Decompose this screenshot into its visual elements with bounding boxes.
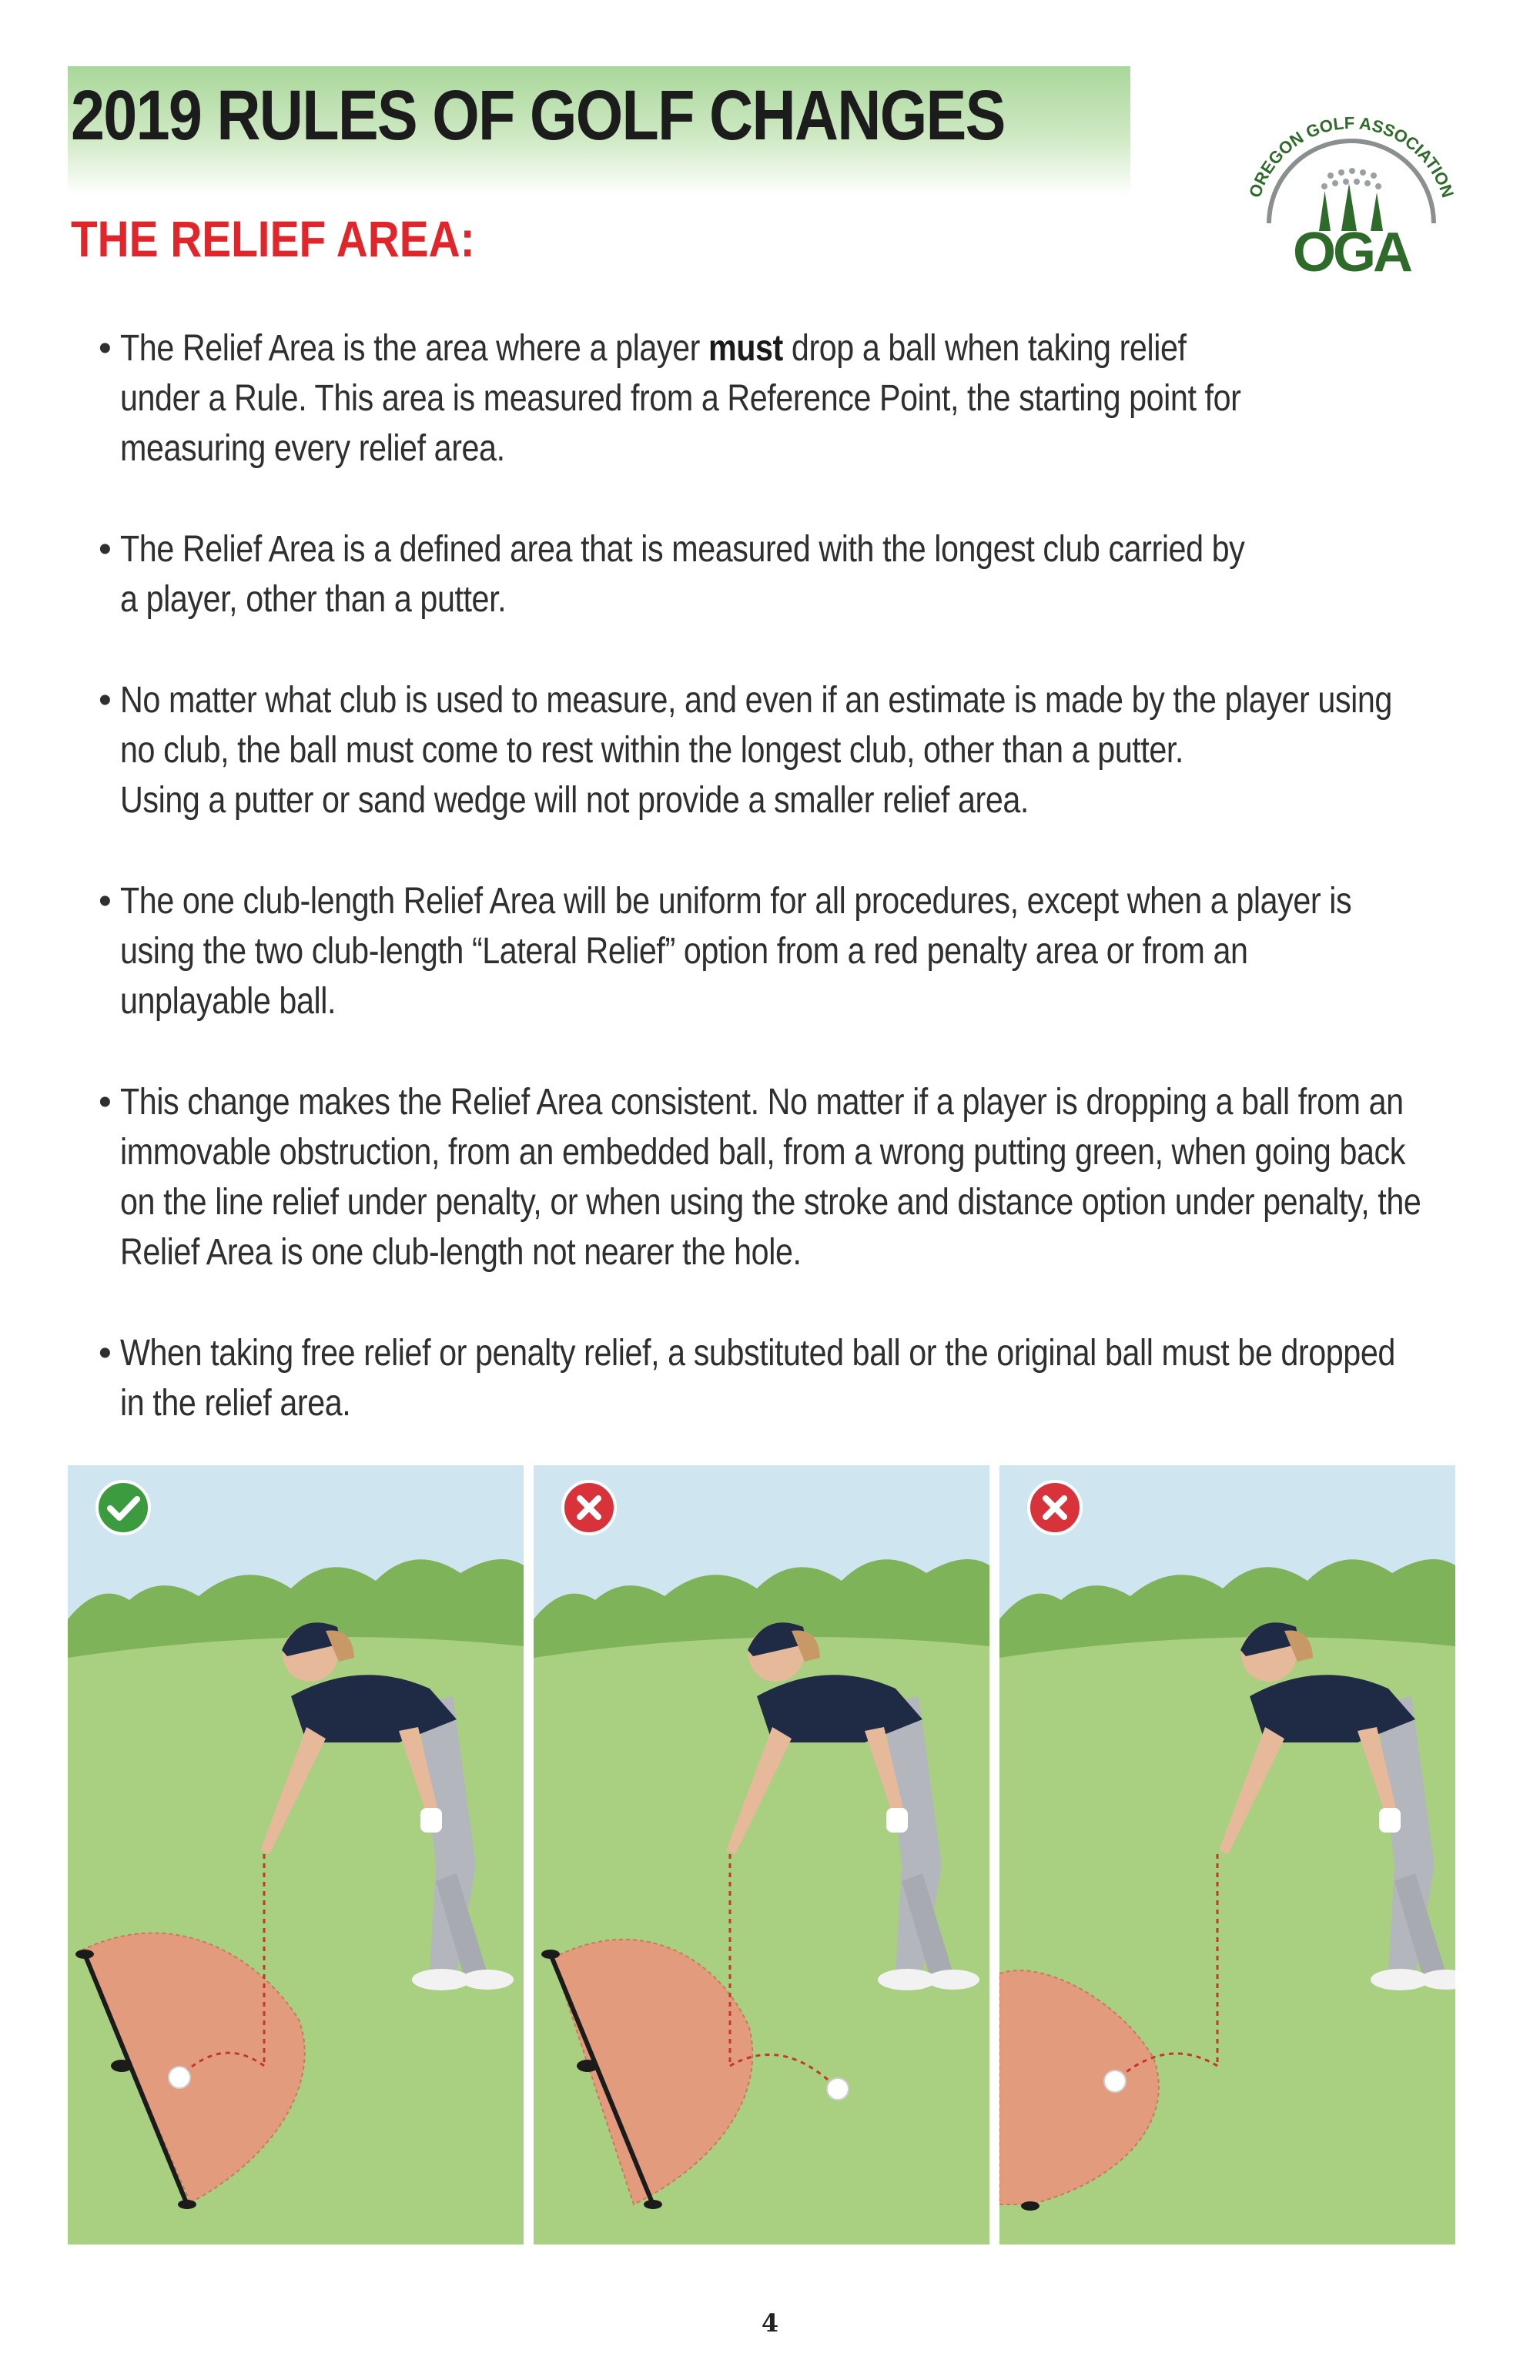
bullet-line [120,574,1281,624]
bullet-line [120,1077,1404,1127]
bullet-text: on the line relief under penalty, or when using the stroke and distance option under penalty, the [120,1182,1421,1223]
bullet-item [99,1328,1469,1428]
bullet-line [120,373,1281,423]
golf-ball [1104,2070,1126,2092]
bullet-text: using the two club-length “Lateral Relief” option from a red penalty area or from an [120,931,1248,972]
reference-tee [75,1950,94,1959]
bullet-item [99,524,1469,624]
bullet-text: no club, the ball must come to rest within the longest club, other than a putter. [120,730,1183,771]
panel-correct-drop [68,1465,524,2244]
bullet-line [120,675,1392,725]
bullet-line [120,1177,1421,1227]
panel-incorrect-drop-inside [999,1465,1455,2244]
bullet-line [120,1127,1405,1177]
bullet-line [120,1227,1281,1277]
bullet-line [120,976,1281,1026]
bullet-marker: • [99,1333,112,1374]
bullet-line [120,1378,1281,1428]
bullet-text: measuring every relief area. [120,428,505,469]
bullet-text: The Relief Area is the area where a player [120,328,708,369]
reference-tee [644,2200,662,2209]
bullet-marker: • [99,529,112,570]
bullet-text: Using a putter or sand wedge will not provide a smaller relief area. [120,780,1029,821]
bullet-text: The Relief Area is a defined area that is measured with the longest club carried by [120,529,1245,570]
bullet-item [99,876,1469,1026]
bullet-text: Relief Area is one club-length not nearer the hole. [120,1232,802,1273]
reference-tee [178,2200,196,2209]
x-badge [563,1481,615,1534]
oga-logo [1240,115,1463,289]
reference-tee [1021,2201,1040,2211]
bullet-line [120,725,1281,775]
badge-circle [97,1481,149,1534]
bullet-line [120,524,1281,574]
bullet-marker: • [99,1082,112,1123]
bullet-item [99,323,1469,474]
bullet-text: immovable obstruction, from an embedded ball, from a wrong putting green, when going back [120,1132,1405,1173]
reference-point [577,2060,598,2072]
bullet-text: under a Rule. This area is measured from a Reference Point, the starting point for [120,378,1241,419]
reference-point [111,2060,132,2072]
logo-initials: OGA [1292,222,1411,283]
bullet-text: drop a ball when taking relief [782,328,1187,369]
bullet-text: unplayable ball. [120,981,336,1022]
bullet-marker: • [99,680,112,721]
bullet-marker: • [99,881,112,922]
emphasis-text: must [708,328,783,369]
bullet-text: in the relief area. [120,1383,351,1424]
bullet-text: This change makes the Relief Area consistent. No matter if a player is dropping a ball from an [120,1082,1404,1123]
bullet-line [120,1328,1395,1378]
golfer-glove [420,1808,442,1833]
bullet-marker: • [99,328,112,369]
panel-incorrect-drop-outside [534,1465,989,2244]
bullet-item [99,1077,1469,1277]
page-number: 4 [761,2308,779,2338]
reference-tee [541,1950,560,1959]
section-heading: THE RELIEF AREA: [71,210,475,267]
golfer-shoe [461,1970,514,1990]
bullet-list [99,323,1469,1479]
golf-ball [169,2067,190,2088]
bullet-text: No matter what club is used to measure, and even if an estimate is made by the player using [120,680,1392,721]
bullet-text: a player, other than a putter. [120,579,507,620]
check-badge [97,1481,149,1534]
bullet-item [99,675,1469,825]
bullet-line [120,926,1281,976]
bullet-line [120,876,1352,926]
illustration-strip [68,1465,1455,2244]
golfer-glove [1379,1808,1401,1833]
bullet-text: When taking free relief or penalty relief, a substituted ball or the original ball must be dropped [120,1333,1395,1374]
bullet-text: The one club-length Relief Area will be uniform for all procedures, except when a player is [120,881,1352,922]
golf-ball [827,2078,849,2100]
page-title: 2019 RULES OF GOLF CHANGES [71,76,1005,155]
bullet-line [120,323,1281,373]
bullet-line [120,775,1281,825]
golfer-shoe [927,1970,979,1990]
golfer-glove [886,1808,908,1833]
bullet-line [120,423,1281,474]
x-badge [1029,1481,1081,1534]
logo-arc-text: OREGON GOLF ASSOCIATION [1245,115,1458,200]
